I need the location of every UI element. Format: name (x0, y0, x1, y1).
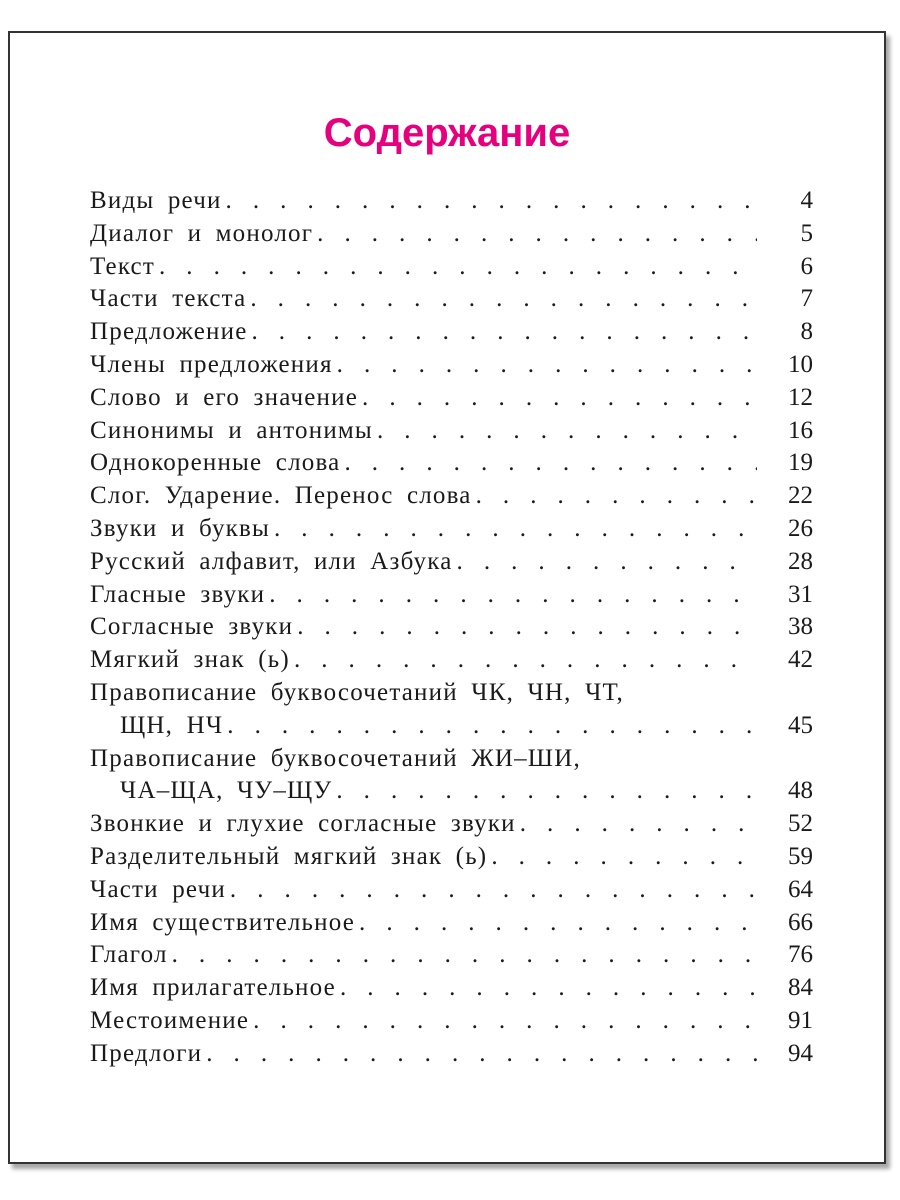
toc-entry-title: Русский алфавит, или Азбука (90, 547, 453, 575)
toc-page-number: 66 (788, 908, 813, 936)
toc-page-number: 10 (788, 350, 813, 378)
toc-entry-title: Члены предложения (90, 350, 333, 378)
toc-entry-title: Слово и его значение (90, 383, 359, 411)
toc-page-number: 4 (800, 187, 813, 214)
toc-page-number: 45 (788, 711, 813, 739)
toc-entry (90, 447, 813, 480)
toc-page-number: 52 (788, 810, 813, 838)
toc-page-number: 5 (800, 219, 813, 247)
toc-entry (90, 841, 813, 874)
toc-entry (90, 972, 813, 1005)
toc-entry (90, 185, 813, 218)
dot-leader (159, 251, 757, 284)
toc-entry (90, 283, 813, 316)
dot-leader (476, 480, 757, 513)
dot-leader (336, 775, 757, 808)
toc-entry (90, 349, 813, 382)
dot-leader (377, 415, 757, 448)
toc-entry-title: Правописание буквосочетаний ЖИ–ШИ, (90, 744, 581, 772)
dot-leader (230, 874, 757, 907)
toc-page-number: 31 (788, 580, 813, 608)
toc-entry-title: Имя существительное (90, 908, 356, 936)
toc-entry (90, 644, 813, 677)
toc-page-number: 91 (788, 1006, 813, 1034)
dot-leader (294, 644, 757, 677)
toc-entry-title-continuation: ЧА–ЩА, ЧУ–ЩУ (120, 777, 333, 805)
toc-entry (90, 382, 813, 415)
toc-entry-title: Глагол (90, 941, 168, 969)
toc-entry-continuation (90, 775, 813, 808)
toc-entry-title: Звуки и буквы (90, 514, 270, 542)
toc-page-number: 26 (788, 514, 813, 542)
dot-leader (317, 218, 757, 251)
dot-leader (340, 972, 757, 1005)
dot-leader (362, 382, 757, 415)
toc-entry (90, 907, 813, 940)
toc-page-number: 6 (800, 252, 813, 280)
toc-entry (90, 1005, 813, 1038)
toc-page-number: 59 (788, 842, 813, 870)
toc-entry-title: Звонкие и глухие согласные звуки (90, 810, 516, 838)
dot-leader (297, 611, 757, 644)
toc-entry-title: Текст (90, 252, 155, 280)
toc-page-number: 7 (800, 285, 813, 313)
dot-leader (227, 710, 757, 743)
toc-entry-title: Мягкий знак (ь) (90, 646, 290, 674)
dot-leader (457, 546, 757, 579)
toc-page-number: 38 (788, 613, 813, 641)
toc-entry (90, 1038, 813, 1071)
dot-leader (252, 316, 758, 349)
toc-entry-title: Разделительный мягкий знак (ь) (90, 842, 488, 870)
toc-entry (90, 546, 813, 579)
toc-entry-title: Предложение (90, 318, 248, 346)
toc-entry-title: Слог. Ударение. Перенос слова (90, 482, 472, 510)
toc-page-number: 64 (788, 875, 813, 903)
toc-page-number: 42 (788, 646, 813, 674)
dot-leader (269, 579, 757, 612)
toc-page-number: 16 (788, 416, 813, 444)
toc-entry-title: Виды речи (90, 187, 222, 214)
toc-entry (90, 251, 813, 284)
toc-page-number: 12 (788, 383, 813, 411)
table-of-contents (90, 185, 813, 1071)
dot-leader (491, 841, 757, 874)
toc-entry-title: Части текста (90, 285, 247, 313)
toc-entry-title: Однокоренные слова (90, 449, 341, 477)
dot-leader (253, 1005, 757, 1038)
toc-entry-title-continuation: ЩН, НЧ (120, 711, 224, 739)
dot-leader (344, 447, 757, 480)
dot-leader (337, 349, 757, 382)
toc-entry-title: Правописание буквосочетаний ЧК, ЧН, ЧТ, (90, 678, 624, 706)
toc-entry (90, 874, 813, 907)
toc-entry-title: Предлоги (90, 1039, 203, 1067)
toc-entry-title: Части речи (90, 875, 226, 903)
toc-page-number: 28 (788, 547, 813, 575)
dot-leader (274, 513, 757, 546)
toc-entry-title: Синонимы и антонимы (90, 416, 373, 444)
dot-leader (250, 283, 757, 316)
toc-page-number: 48 (788, 777, 813, 805)
toc-page-number: 22 (788, 482, 813, 510)
book-page (8, 31, 886, 1164)
dot-leader (172, 939, 757, 972)
toc-entry (90, 939, 813, 972)
toc-page-number: 84 (788, 974, 813, 1002)
toc-entry-title: Гласные звуки (90, 580, 266, 608)
dot-leader (359, 907, 757, 940)
toc-entry-continuation (90, 710, 813, 743)
toc-entry (90, 316, 813, 349)
page-title: Содержание (323, 111, 571, 155)
toc-page-number: 19 (788, 449, 813, 477)
toc-entry (90, 415, 813, 448)
toc-entry (90, 611, 813, 644)
toc-entry (90, 480, 813, 513)
dot-leader (226, 185, 757, 218)
toc-entry-title: Местоимение (90, 1006, 250, 1034)
toc-page-number: 8 (800, 318, 813, 346)
toc-entry (90, 579, 813, 612)
toc-entry-title: Имя прилагательное (90, 974, 336, 1002)
dot-leader (520, 808, 757, 841)
toc-entry-title: Диалог и монолог (90, 219, 314, 247)
toc-entry (90, 513, 813, 546)
toc-entry (90, 218, 813, 251)
dot-leader (206, 1038, 757, 1071)
toc-entry-title: Согласные звуки (90, 613, 294, 641)
toc-page-number: 94 (788, 1039, 813, 1067)
toc-page-number: 76 (788, 941, 813, 969)
toc-entry (90, 808, 813, 841)
